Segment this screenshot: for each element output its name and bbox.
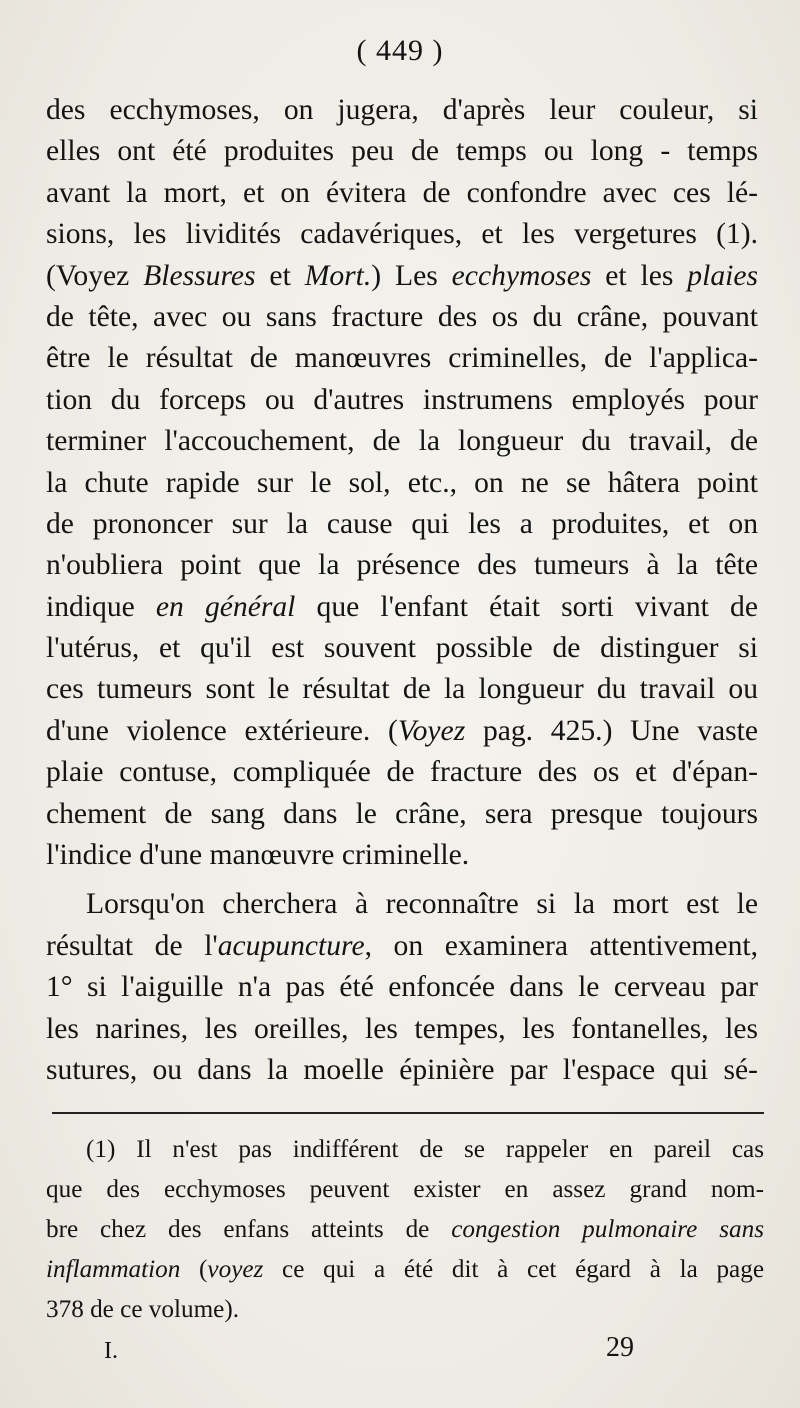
italic-run: acupuncture	[217, 929, 365, 962]
text-line: plaie contuse, compliquée de fracture des os et d'épan-	[46, 756, 758, 789]
italic-run: Voyez	[397, 714, 466, 747]
text-line: l'indice d'une manœuvre criminelle.	[46, 839, 470, 872]
footnote-line: que des ecchymoses peuvent exister en assez grand nom-	[46, 1176, 764, 1203]
text-line: la chute rapide sur le sol, etc., on ne se hâtera point	[46, 466, 758, 499]
text-line: ces tumeurs sont le résultat de la longueur du travail ou	[46, 673, 758, 706]
italic-run: inflammation	[46, 1256, 181, 1283]
text-line: résultat de l'acupuncture, on examinera attentivement,	[46, 929, 758, 962]
text-line: sutures, ou dans la moelle épinière par l'espace qui sé-	[46, 1053, 758, 1086]
footnote	[46, 1130, 764, 1330]
text-line: avant la mort, et on évitera de confondre avec ces lé-	[46, 176, 758, 209]
text-line: l'utérus, et qu'il est souvent possible de distinguer si	[46, 632, 758, 665]
text-line: des ecchymoses, on jugera, d'après leur couleur, si	[46, 94, 758, 126]
italic-run: ecchymoses	[451, 259, 592, 292]
text-line: indique en général que l'enfant était sorti vivant de	[46, 590, 758, 623]
footnote-line: bre chez des enfans atteints de congestion pulmonaire sans	[46, 1216, 764, 1243]
italic-run: voyez	[207, 1256, 264, 1283]
italic-run: congestion pulmonaire sans	[451, 1216, 764, 1243]
signature-number: 29	[606, 1332, 634, 1363]
text-line: chement de sang dans le crâne, sera presque toujours	[46, 797, 758, 830]
italic-run: en général	[155, 590, 296, 623]
text-line: d'une violence extérieure. (Voyez pag. 425.) Une vaste	[46, 714, 758, 747]
paragraph-gap	[46, 876, 758, 884]
footnote-rule	[52, 1112, 764, 1114]
footnote-line: inflammation (voyez ce qui a été dit à cet égard à la page	[46, 1256, 764, 1283]
signature-mark: I.	[104, 1338, 118, 1364]
main-text	[46, 90, 758, 1091]
italic-run: plaies	[687, 259, 758, 292]
italic-run: Blessures	[143, 259, 256, 292]
text-line: 1° si l'aiguille n'a pas été enfoncée dans le cerveau par	[46, 971, 758, 1004]
text-line: de prononcer sur la cause qui les a produites, et on	[46, 507, 758, 540]
text-line: n'oubliera point que la présence des tumeurs à la tête	[46, 549, 758, 582]
text-line: de tête, avec ou sans fracture des os du crâne, pouvant	[46, 300, 758, 333]
text-line: Lorsqu'on cherchera à reconnaître si la mort est le	[86, 888, 758, 921]
text-line: terminer l'accouchement, de la longueur du travail, de	[46, 425, 758, 458]
text-line: sions, les lividités cadavériques, et les vergetures (1).	[46, 218, 758, 251]
text-line: elles ont été produites peu de temps ou long - temps	[46, 135, 758, 168]
italic-run: Mort.	[304, 259, 372, 292]
text-line: (Voyez Blessures et Mort.) Les ecchymoses et les plaies	[46, 259, 758, 292]
text-line: les narines, les oreilles, les tempes, les fontanelles, les	[46, 1012, 758, 1045]
footnote-line: 378 de ce volume).	[46, 1296, 240, 1323]
footnote-line: (1) Il n'est pas indifférent de se rappeler en pareil cas	[86, 1136, 764, 1163]
text-line: tion du forceps ou d'autres instrumens employés pour	[46, 383, 758, 416]
page-number: ( 449 )	[356, 34, 444, 67]
text-line: être le résultat de manœuvres criminelles, de l'applica-	[46, 342, 758, 375]
